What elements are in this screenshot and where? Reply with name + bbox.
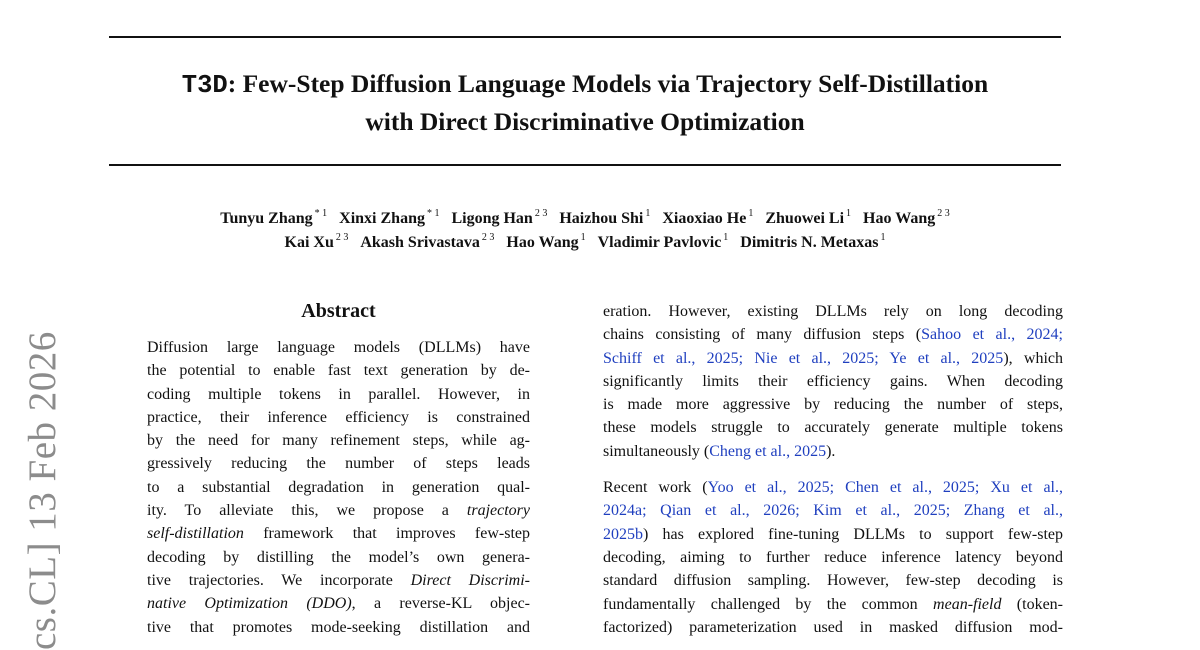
author: Tunyu Zhang $^{* 1}$: [220, 208, 328, 227]
intro-line: significantly limits their efficiency gains. When decoding: [603, 372, 1063, 390]
author: Zhuowei Li $^1$: [765, 208, 852, 227]
citation-link[interactable]: Cheng et al., 2025: [709, 442, 827, 460]
intro-line: chains consisting of many diffusion steps (Sahoo et al., 2024;: [603, 326, 1063, 344]
intro-line: standard diffusion sampling. However, few-step decoding is: [603, 572, 1063, 590]
author: Kai Xu $^{2 3}$: [284, 232, 349, 251]
author: Hao Wang $^{2 3}$: [863, 208, 950, 227]
author-list: [109, 207, 1061, 255]
title-bottom-rule: [109, 164, 1061, 166]
emphasis-term: self-distillation: [147, 525, 244, 543]
introduction-body: [603, 300, 1063, 639]
intro-line: decoding, aiming to further reduce inference latency beyond: [603, 548, 1063, 566]
abstract-line: self-distillation framework that improves few-step: [147, 525, 530, 543]
citation-link[interactable]: 2025b: [603, 525, 643, 543]
intro-line: simultaneously (Cheng et al., 2025).: [603, 442, 836, 460]
intro-line: [603, 499, 1063, 522]
abstract-line: coding multiple tokens in parallel. However, in: [147, 385, 530, 403]
abstract-line: practice, their inference efficiency is constrained: [147, 408, 530, 426]
author-row-2: [109, 231, 1061, 255]
title-top-rule: [109, 36, 1061, 38]
abstract-line: tive that promotes mode-seeking distillation and: [147, 618, 530, 636]
abstract-line: Diffusion large language models (DLLMs) have: [147, 339, 530, 356]
arxiv-side-stamp: cs.CL] 13 Feb 2026: [21, 331, 64, 650]
author-row-1: [109, 207, 1061, 231]
paragraph-gap: [603, 463, 1063, 476]
author: Ligong Han $^{2 3}$: [451, 208, 548, 227]
abstract-line: tive trajectories. We incorporate Direct Discrimi-: [147, 571, 531, 589]
intro-line: Recent work (Yoo et al., 2025; Chen et al., 2025; Xu et al.,: [603, 479, 1063, 497]
abstract-line: by the need for many refinement steps, while ag-: [147, 432, 530, 450]
intro-line: is made more aggressive by reducing the number of steps,: [603, 396, 1063, 414]
abstract-line: to a substantial degradation in generation qual-: [147, 478, 530, 496]
author: Vladimir Pavlovic $^1$: [597, 232, 729, 251]
abstract-line: the potential to enable fast text generation by de-: [147, 362, 530, 380]
author: Xinxi Zhang $^{* 1}$: [339, 208, 440, 227]
intro-line: fundamentally challenged by the common mean-field (token-: [603, 595, 1064, 613]
abstract-heading: Abstract: [301, 300, 376, 322]
paper-title: [109, 66, 1061, 140]
title-main-text: : Few-Step Diffusion Language Models via Trajectory Self-Distillation: [227, 69, 989, 98]
author: Hao Wang $^1$: [506, 232, 586, 251]
intro-line: factorized) parameterization used in masked diffusion mod-: [603, 618, 1063, 636]
citation-link[interactable]: Sahoo et al., 2024;: [921, 326, 1063, 344]
emphasis-term: trajectory: [466, 502, 530, 520]
title-line-1: [109, 66, 1061, 104]
intro-line: 2025b) has explored fine-tuning DLLMs to support few-step: [603, 525, 1063, 543]
abstract-line: gressively reducing the number of steps leads: [147, 455, 530, 473]
author: Akash Srivastava $^{2 3}$: [360, 232, 495, 251]
author: Xiaoxiao He $^1$: [662, 208, 754, 227]
abstract-line: decoding by distilling the model’s own genera-: [147, 548, 530, 566]
citation-link[interactable]: 2024a; Qian et al., 2026; Kim et al., 2025; Zhang et al.,: [603, 502, 1063, 520]
citation-link[interactable]: Yoo et al., 2025; Chen et al., 2025; Xu et al.,: [707, 479, 1063, 497]
emphasis-term: native Optimization (DDO): [147, 595, 352, 613]
abstract-line: native Optimization (DDO), a reverse-KL objec-: [147, 595, 530, 613]
author: Haizhou Shi $^1$: [559, 208, 651, 227]
intro-line: Schiff et al., 2025; Nie et al., 2025; Ye et al., 2025), which: [603, 349, 1063, 367]
abstract-body: [147, 336, 530, 639]
title-line-2: with Direct Discriminative Optimization: [365, 107, 805, 136]
emphasis-term: mean-field: [933, 595, 1002, 613]
intro-line: these models struggle to accurately generate multiple tokens: [603, 419, 1063, 437]
emphasis-term: Direct Discrimi-: [410, 571, 531, 589]
title-method-name: T3D: [181, 71, 228, 100]
citation-link[interactable]: Schiff et al., 2025; Nie et al., 2025; Ye et al., 2025: [603, 349, 1004, 367]
intro-line: eration. However, existing DLLMs rely on long decoding: [603, 303, 1063, 320]
abstract-line: ity. To alleviate this, we propose a trajectory: [147, 502, 530, 520]
author: Dimitris N. Metaxas $^1$: [740, 232, 886, 251]
